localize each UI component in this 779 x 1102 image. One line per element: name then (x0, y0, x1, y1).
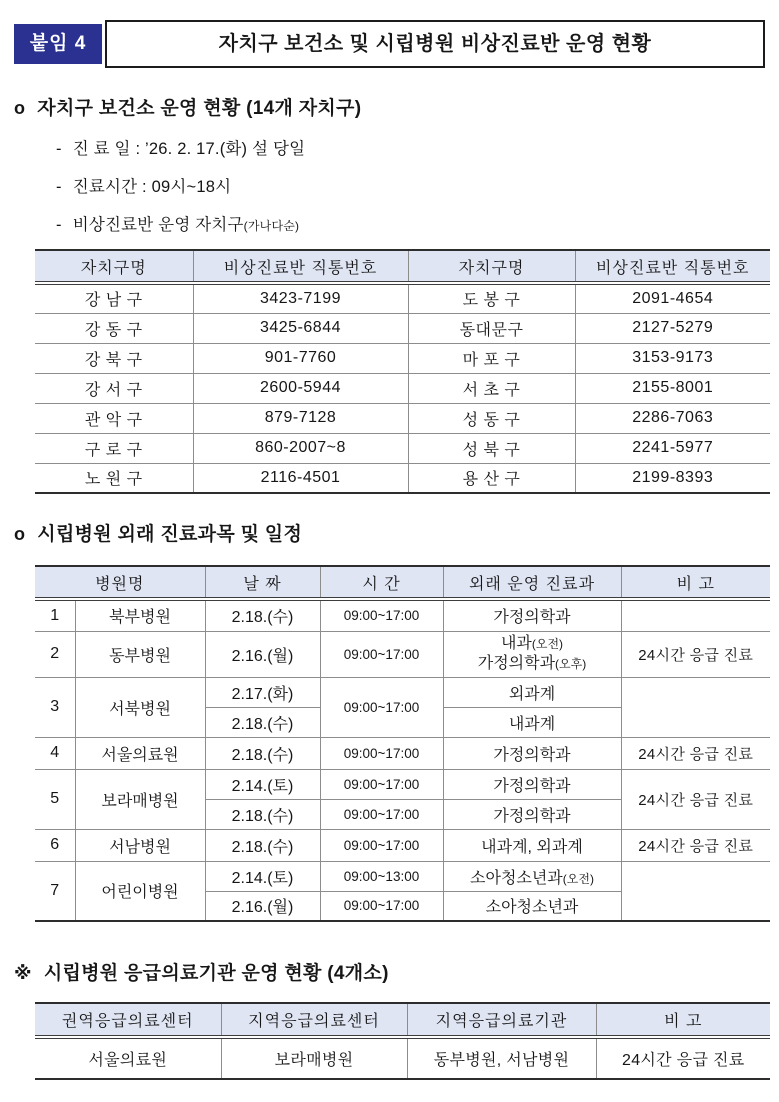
table-row-children-hospital (35, 861, 770, 891)
table-row-seobuk (35, 677, 770, 707)
cell-no: 1 (50, 606, 60, 624)
cell-date: 2.18.(수) (205, 599, 320, 631)
col-hotline: 비상진료반 직통번호 (575, 250, 770, 283)
cell-hotline: 3153-9173 (575, 343, 770, 373)
attachment-badge: 붙임 4 (14, 24, 102, 64)
cell-district: 용 산 구 (408, 463, 575, 493)
cell-hotline: 2155-8001 (575, 373, 770, 403)
cell-hotline: 2127-5279 (575, 313, 770, 343)
cell-district: 구 로 구 (35, 433, 193, 463)
cell-date: 2.14.(토) (205, 861, 320, 891)
cell-no: 7 (35, 861, 75, 921)
bullet-operating-districts-text: 비상진료반 운영 자치구 (72, 216, 244, 234)
bullet-operating-districts (56, 211, 765, 235)
cell-time: 09:00~17:00 (320, 829, 443, 861)
table-row (35, 463, 770, 493)
bullet-consult-hours-text: 진료시간 : 09시~18시 (72, 178, 232, 196)
table2-header-row (35, 566, 770, 599)
col-remark: 비 고 (596, 1003, 770, 1037)
col-date: 날 짜 (205, 566, 320, 599)
table-row-bukbu (35, 599, 770, 631)
cell-hotline: 901-7760 (193, 343, 408, 373)
cell-hospital: 북부병원 (75, 599, 205, 631)
cell-hospital: 서울의료원 (75, 737, 205, 769)
hospital-schedule-table (35, 565, 770, 922)
table-row-seoul-medical-center (35, 737, 770, 769)
cell-district: 도 봉 구 (408, 283, 575, 313)
cell-date: 2.16.(월) (205, 891, 320, 921)
cell-time: 09:00~13:00 (320, 861, 443, 891)
bullet-operating-districts-note: (가나다순) (243, 219, 300, 233)
cell-district: 강 북 구 (35, 343, 193, 373)
cell-time: 09:00~17:00 (320, 769, 443, 799)
section1-heading (14, 93, 765, 120)
section3-heading (14, 958, 765, 985)
cell-remark: 24시간 응급 진료 (621, 737, 770, 769)
cell-hotline: 2600-5944 (193, 373, 408, 403)
section2-marker: o (14, 524, 26, 544)
cell-hotline: 2116-4501 (193, 463, 408, 493)
cell-hotline: 2286-7063 (575, 403, 770, 433)
cell-date: 2.14.(토) (205, 769, 320, 799)
document-header (14, 20, 765, 68)
cell-hotline: 860-2007~8 (193, 433, 408, 463)
cell-no: 2 (35, 631, 75, 677)
table-row-dongbu (35, 631, 770, 677)
col-local-emergency-institution: 지역응급의료기관 (407, 1003, 596, 1037)
table-row (35, 313, 770, 343)
cell-department (443, 631, 621, 677)
table-row (35, 433, 770, 463)
bullet-consult-date-text: 진 료 일 : ’26. 2. 17.(화) 설 당일 (72, 140, 306, 158)
cell-district: 마 포 구 (408, 343, 575, 373)
cell-department (443, 861, 621, 891)
table-row (35, 373, 770, 403)
section2-title: 시립병원 외래 진료과목 및 일정 (37, 524, 303, 545)
cell-no: 5 (35, 769, 75, 829)
cell-date: 2.18.(수) (205, 799, 320, 829)
cell-remark (621, 599, 770, 631)
cell-district: 서 초 구 (408, 373, 575, 403)
cell-department: 가정의학과 (443, 799, 621, 829)
cell-time: 09:00~17:00 (320, 677, 443, 737)
bullet-dash: - (56, 216, 62, 234)
department-line (444, 654, 621, 674)
cell-district: 노 원 구 (35, 463, 193, 493)
hospital-schedule-table-wrap (35, 565, 765, 922)
section2-heading (14, 519, 765, 546)
cell-department: 가정의학과 (443, 599, 621, 631)
table-row-boramae (35, 769, 770, 799)
col-regional-emergency-center: 권역응급의료센터 (35, 1003, 221, 1037)
table-row (35, 1037, 770, 1079)
section1-title: 자치구 보건소 운영 현황 (14개 자치구) (37, 98, 362, 119)
department-period: (오전) (531, 637, 564, 651)
cell-hotline: 879-7128 (193, 403, 408, 433)
bullet-dash: - (56, 178, 62, 196)
department-period: (오전) (562, 871, 594, 886)
cell-no: 3 (35, 677, 75, 737)
cell-hospital: 서북병원 (75, 677, 205, 737)
table3-header-row (35, 1003, 770, 1037)
department-period: (오후) (555, 657, 587, 671)
department-text: 가정의학과 (477, 655, 556, 672)
cell-department: 가정의학과 (443, 737, 621, 769)
bullet-consult-date (56, 135, 765, 159)
cell-date: 2.18.(수) (205, 829, 320, 861)
cell-no: 4 (35, 737, 75, 769)
cell-remark: 24시간 응급 진료 (621, 829, 770, 861)
section3-title: 시립병원 응급의료기관 운영 현황 (4개소) (43, 963, 389, 984)
cell-district: 관 악 구 (35, 403, 193, 433)
cell-time: 09:00~17:00 (320, 599, 443, 631)
cell-time: 09:00~17:00 (320, 631, 443, 677)
cell-district: 동대문구 (408, 313, 575, 343)
cell-time: 09:00~17:00 (320, 799, 443, 829)
health-center-table-wrap (35, 249, 765, 494)
cell-time: 09:00~17:00 (320, 737, 443, 769)
cell-local-emergency-center: 보라매병원 (221, 1037, 407, 1079)
section3-marker: ※ (14, 963, 32, 983)
table-row (35, 403, 770, 433)
col-district-name: 자치구명 (35, 250, 193, 283)
emergency-institution-table-wrap (35, 1002, 765, 1080)
bullet-consult-hours (56, 173, 765, 197)
cell-no: 6 (35, 829, 75, 861)
cell-hotline: 3423-7199 (193, 283, 408, 313)
cell-hospital: 어린이병원 (75, 861, 205, 921)
section1-bullets (56, 135, 765, 235)
cell-department: 내과계, 외과계 (443, 829, 621, 861)
section1-marker: o (14, 98, 26, 118)
cell-hotline: 2199-8393 (575, 463, 770, 493)
cell-district: 강 동 구 (35, 313, 193, 343)
col-remark: 비 고 (621, 566, 770, 599)
department-line (444, 634, 621, 654)
col-hospital-name: 병원명 (35, 566, 205, 599)
table-row (35, 343, 770, 373)
cell-remark (621, 677, 770, 737)
col-hotline: 비상진료반 직통번호 (193, 250, 408, 283)
cell-department: 외과계 (443, 677, 621, 707)
department-text: 소아청소년과 (470, 869, 563, 887)
cell-department: 가정의학과 (443, 769, 621, 799)
cell-regional-emergency-center: 서울의료원 (88, 1052, 168, 1069)
department-text: 내과 (500, 635, 532, 652)
cell-district: 강 서 구 (35, 373, 193, 403)
health-center-table (35, 249, 770, 494)
col-local-emergency-center: 지역응급의료센터 (221, 1003, 407, 1037)
cell-remark: 24시간 응급 진료 (596, 1037, 770, 1079)
col-department: 외래 운영 진료과 (443, 566, 621, 599)
table1-header-row (35, 250, 770, 283)
cell-remark: 24시간 응급 진료 (621, 631, 770, 677)
table-row (35, 283, 770, 313)
cell-district: 강 남 구 (84, 292, 143, 310)
col-district-name: 자치구명 (408, 250, 575, 283)
cell-hospital: 보라매병원 (75, 769, 205, 829)
cell-hotline: 2091-4654 (575, 283, 770, 313)
cell-district: 성 동 구 (408, 403, 575, 433)
table-row-seonam (35, 829, 770, 861)
cell-local-emergency-institution: 동부병원, 서남병원 (407, 1037, 596, 1079)
cell-remark (621, 861, 770, 921)
cell-date: 2.18.(수) (205, 737, 320, 769)
cell-hotline: 2241-5977 (575, 433, 770, 463)
cell-department: 소아청소년과 (443, 891, 621, 921)
cell-hotline: 3425-6844 (193, 313, 408, 343)
cell-district: 성 북 구 (408, 433, 575, 463)
bullet-dash: - (56, 140, 62, 158)
cell-hospital: 서남병원 (75, 829, 205, 861)
page-title: 자치구 보건소 및 시립병원 비상진료반 운영 현황 (105, 20, 765, 68)
cell-remark: 24시간 응급 진료 (621, 769, 770, 829)
emergency-institution-table (35, 1002, 770, 1080)
cell-department: 내과계 (443, 707, 621, 737)
cell-hospital: 동부병원 (75, 631, 205, 677)
cell-date: 2.17.(화) (205, 677, 320, 707)
col-time: 시 간 (320, 566, 443, 599)
cell-date: 2.18.(수) (205, 707, 320, 737)
cell-time: 09:00~17:00 (320, 891, 443, 921)
cell-date: 2.16.(월) (205, 631, 320, 677)
